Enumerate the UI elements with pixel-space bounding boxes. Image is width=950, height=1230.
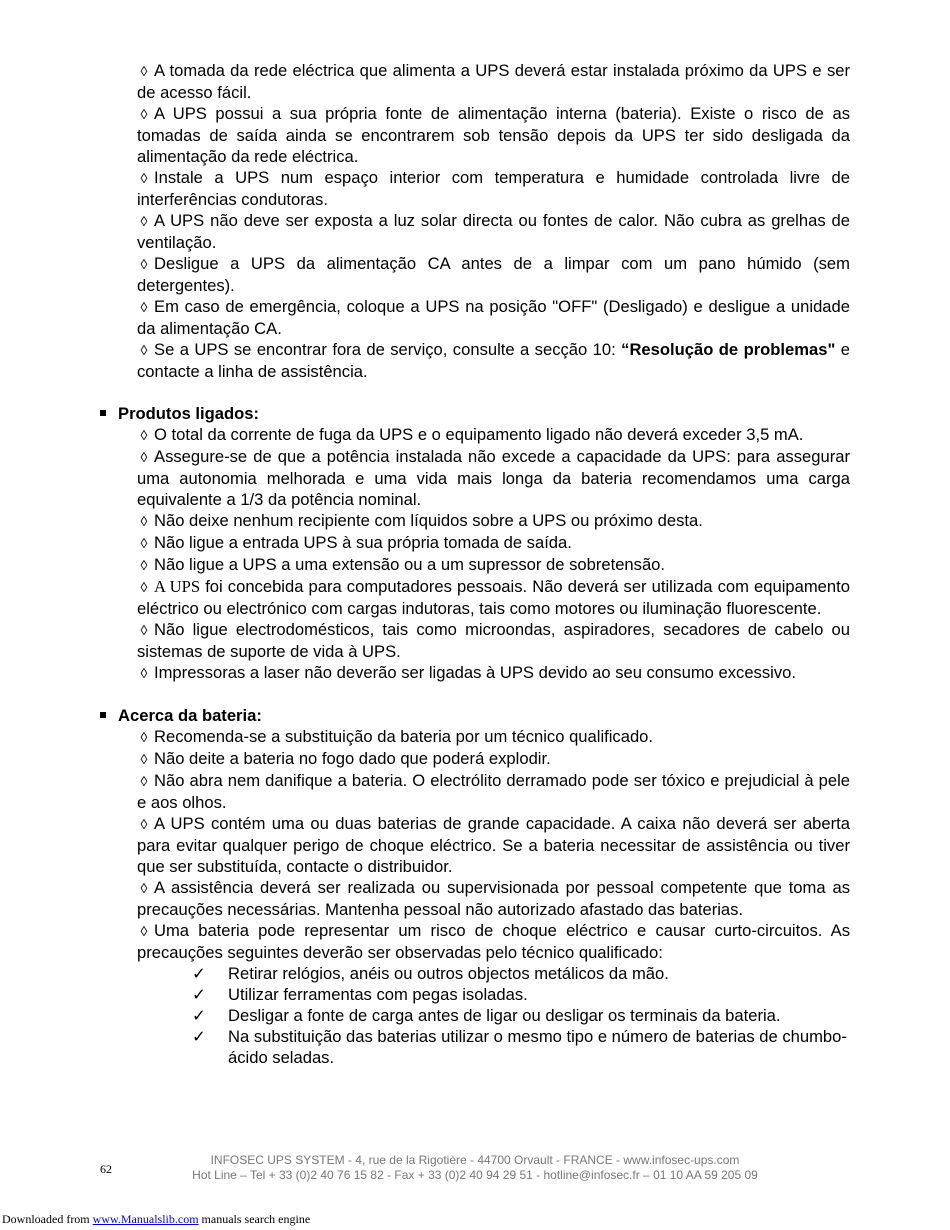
item-text: Recomenda-se a substituição da bateria por um técnico qualificado. (154, 727, 654, 746)
item-text: Não deixe nenhum recipiente com líquidos sobre a UPS ou próximo desta. (154, 511, 703, 530)
diamond-bullet-icon: ◊ (140, 923, 148, 939)
diamond-bullet-icon: ◊ (140, 880, 148, 896)
check-text: Utilizar ferramentas com pegas isoladas. (228, 985, 528, 1004)
download-suffix: manuals search engine (198, 1212, 311, 1226)
page-number: 62 (100, 1162, 112, 1176)
checkmark-icon: ✓ (192, 985, 206, 1004)
diamond-bullet-icon: ◊ (140, 106, 148, 122)
section-heading-connected-products (100, 403, 850, 424)
section3-list (137, 726, 850, 963)
list-item (137, 210, 850, 253)
footer-contact: Hot Line – Tel + 33 (0)2 40 76 15 82 - Fax + 33 (0)2 40 94 29 51 - hotline@infosec.fr – 01 10 AA 59 205 09 (192, 1168, 758, 1182)
item-text: O total da corrente de fuga da UPS e o equipamento ligado não deverá exceder 3,5 mA. (154, 425, 804, 444)
diamond-bullet-icon: ◊ (140, 729, 148, 745)
download-notice (2, 1209, 310, 1230)
item-text: Impressoras a laser não deverão ser ligadas à UPS devido ao seu consumo excessivo. (154, 663, 796, 682)
item-text: e contacte a linha de assistência. (137, 340, 851, 381)
diamond-bullet-icon: ◊ (140, 773, 148, 789)
heading-text: Acerca da bateria: (118, 706, 262, 725)
diamond-bullet-icon: ◊ (140, 63, 148, 79)
list-item (137, 60, 850, 103)
list-item (137, 424, 850, 446)
diamond-bullet-icon: ◊ (140, 579, 148, 595)
check-text: Na substituição das baterias utilizar o mesmo tipo e número de baterias de chumbo-ácido seladas. (228, 1027, 847, 1067)
diamond-bullet-icon: ◊ (140, 816, 148, 832)
list-item (137, 748, 850, 770)
diamond-bullet-icon: ◊ (140, 342, 148, 358)
item-text-serif: A UPS (154, 577, 201, 596)
section-heading-battery (100, 705, 850, 726)
diamond-bullet-icon: ◊ (140, 213, 148, 229)
checkmark-icon: ✓ (192, 964, 206, 983)
list-item (137, 576, 850, 619)
list-item (137, 554, 850, 576)
item-text: A tomada da rede eléctrica que alimenta a UPS deverá estar instalada próximo da UPS e ser de acesso fácil. (137, 61, 850, 102)
footer-address: INFOSEC UPS SYSTEM - 4, rue de la Rigotière - 44700 Orvault - FRANCE - www.infosec-ups.com (210, 1153, 740, 1167)
list-item (137, 619, 850, 662)
check-text: Retirar relógios, anéis ou outros objectos metálicos da mão. (228, 964, 669, 983)
checklist-item (192, 1026, 850, 1068)
checklist-item (192, 1005, 850, 1026)
diamond-bullet-icon: ◊ (140, 665, 148, 681)
list-item (137, 103, 850, 167)
diamond-bullet-icon: ◊ (140, 751, 148, 767)
diamond-bullet-icon: ◊ (140, 535, 148, 551)
checkmark-icon: ✓ (192, 1027, 206, 1046)
diamond-bullet-icon: ◊ (140, 557, 148, 573)
item-text: Não ligue a entrada UPS à sua própria tomada de saída. (154, 533, 572, 552)
square-bullet-icon (100, 712, 106, 718)
list-item (137, 770, 850, 813)
diamond-bullet-icon: ◊ (140, 256, 148, 272)
diamond-bullet-icon: ◊ (140, 299, 148, 315)
item-text: Em caso de emergência, coloque a UPS na posição "OFF" (Desligado) e desligue a unidade da alimentação CA. (137, 297, 850, 338)
item-text: Não ligue a UPS a uma extensão ou a um supressor de sobretensão. (154, 555, 666, 574)
item-text: A UPS possui a sua própria fonte de alimentação interna (bateria). Existe o risco de as tomadas de saída ainda se encontrarem sob tensão depois da UPS ter sido desligada da alimentação da rede eléctrica. (137, 104, 850, 166)
item-text: Assegure-se de que a potência instalada não excede a capacidade da UPS: para assegurar uma autonomia melhorada e uma vida mais longa da bateria recomendamos uma carga equivalente a 1/3 da potência nominal. (137, 447, 850, 509)
item-text: Desligue a UPS da alimentação CA antes de a limpar com um pano húmido (sem detergentes). (137, 254, 850, 295)
list-item (137, 167, 850, 210)
list-item (137, 532, 850, 554)
checklist-item (192, 963, 850, 984)
diamond-bullet-icon: ◊ (140, 170, 148, 186)
diamond-bullet-icon: ◊ (140, 427, 148, 443)
list-item (137, 877, 850, 920)
checklist (192, 963, 850, 1068)
square-bullet-icon (100, 410, 106, 416)
item-text: Se a UPS se encontrar fora de serviço, consulte a secção 10: (154, 340, 622, 359)
section2-list (137, 424, 850, 684)
list-item (137, 446, 850, 510)
list-item (137, 296, 850, 339)
manualslib-link[interactable]: www.Manualslib.com (92, 1212, 199, 1226)
section-reference: “Resolução de problemas" (621, 340, 836, 359)
check-text: Desligar a fonte de carga antes de ligar ou desligar os terminais da bateria. (228, 1006, 781, 1025)
heading-text: Produtos ligados: (118, 404, 260, 423)
item-text: A assistência deverá ser realizada ou supervisionada por pessoal competente que toma as precauções necessárias. Mantenha pessoal não autorizado afastado das baterias. (137, 878, 850, 919)
list-item (137, 510, 850, 532)
diamond-bullet-icon: ◊ (140, 449, 148, 465)
page-content (100, 60, 850, 1068)
list-item (137, 662, 850, 684)
item-text: Não abra nem danifique a bateria. O electrólito derramado pode ser tóxico e prejudicial à pele e aos olhos. (137, 771, 850, 812)
item-text: A UPS contém uma ou duas baterias de grande capacidade. A caixa não deverá ser aberta para evitar qualquer perigo de choque eléctrico. Se a bateria necessitar de assistência ou tiver que ser substituída, contacte o distribuidor. (137, 814, 850, 876)
diamond-bullet-icon: ◊ (140, 622, 148, 638)
item-text: Uma bateria pode representar um risco de choque eléctrico e causar curto-circuitos. As precauções seguintes deverão ser observadas pelo técnico qualificado: (137, 921, 850, 962)
diamond-bullet-icon: ◊ (140, 513, 148, 529)
item-text: Instale a UPS num espaço interior com temperatura e humidade controlada livre de interferências condutoras. (137, 168, 850, 209)
list-item (137, 726, 850, 748)
list-item (137, 339, 850, 382)
item-text: foi concebida para computadores pessoais. Não deverá ser utilizada com equipamento eléctrico ou electrónico com cargas indutoras, tais como motores ou iluminação fluorescente. (137, 577, 850, 618)
item-text: Não ligue electrodomésticos, tais como microondas, aspiradores, secadores de cabelo ou sistemas de suporte de vida à UPS. (137, 620, 850, 661)
item-text: Não deite a bateria no fogo dado que poderá explodir. (154, 749, 551, 768)
checkmark-icon: ✓ (192, 1006, 206, 1025)
list-item (137, 813, 850, 877)
page-footer (150, 1153, 800, 1183)
download-prefix: Downloaded from (2, 1212, 93, 1226)
checklist-item (192, 984, 850, 1005)
section1-list (137, 60, 850, 382)
list-item (137, 253, 850, 296)
list-item (137, 920, 850, 963)
item-text: A UPS não deve ser exposta a luz solar directa ou fontes de calor. Não cubra as grelhas de ventilação. (137, 211, 850, 252)
